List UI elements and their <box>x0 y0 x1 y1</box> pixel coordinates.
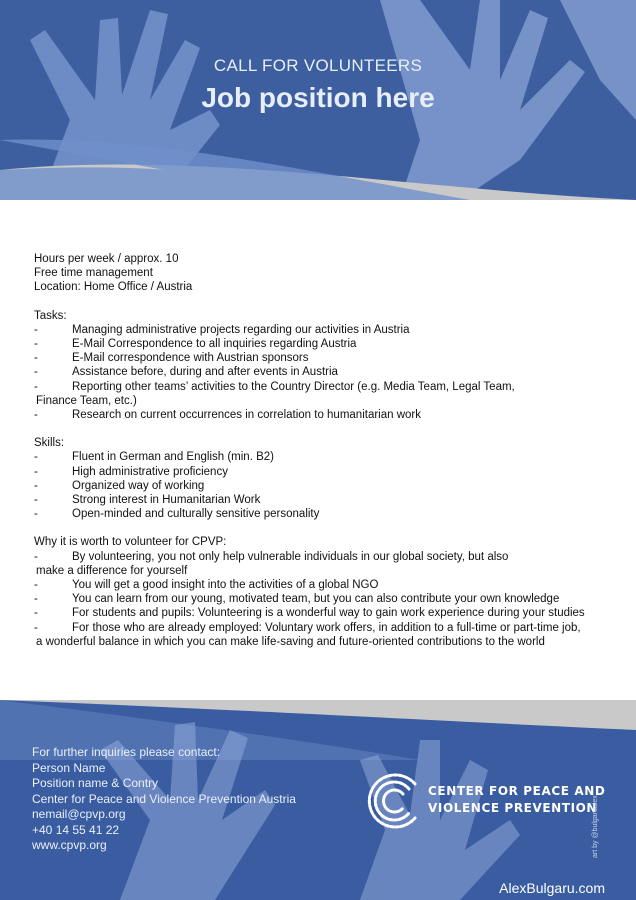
bullet: - <box>34 366 38 379</box>
list-item-text: Open-minded and culturally sensitive personality <box>72 508 320 521</box>
bullet: - <box>34 352 38 365</box>
list-item-text: E-Mail correspondence with Austrian sponsors <box>72 352 309 365</box>
bullet: - <box>34 607 38 620</box>
list-item <box>34 592 614 606</box>
list-item-continuation: make a difference for yourself <box>36 564 188 577</box>
contact-heading: For further inquiries please contact: <box>32 745 221 759</box>
bullet: - <box>34 465 38 478</box>
logo-line-1: CENTER FOR PEACE AND <box>428 784 606 798</box>
skills-heading: Skills: <box>34 437 65 450</box>
list-item <box>34 351 614 365</box>
list-item-text: Research on current occurrences in correlation to humanitarian work <box>72 409 421 422</box>
list-item <box>34 606 614 620</box>
list-item <box>34 365 614 379</box>
list-item-continuation: Finance Team, etc.) <box>36 394 137 407</box>
list-item-text: By volunteering, you not only help vulnerable individuals in our global society, but also <box>72 550 509 563</box>
bullet: - <box>34 380 38 393</box>
list-item <box>34 408 614 422</box>
list-item <box>34 465 614 479</box>
bullet: - <box>34 550 38 563</box>
bullet: - <box>34 451 38 464</box>
list-item-text: You will get a good insight into the activities of a global NGO <box>72 579 379 592</box>
list-item <box>34 550 614 564</box>
contact-phone[interactable]: +40 14 55 41 22 <box>32 822 120 837</box>
logo-text <box>428 783 605 817</box>
cpvp-logo-icon <box>363 770 423 832</box>
tasks-section <box>34 309 614 423</box>
list-item-text: Assistance before, during and after events in Austria <box>72 366 338 379</box>
list-item <box>34 337 614 351</box>
logo-line-2: VIOLENCE PREVENTION <box>428 801 598 815</box>
list-item-text: For students and pupils: Volunteering is a wonderful way to gain work experience during your studies <box>72 607 585 620</box>
list-item-text: Organized way of working <box>72 479 205 492</box>
list-item <box>34 479 614 493</box>
bullet: - <box>34 323 38 336</box>
list-item-continuation: a wonderful balance in which you can make life-saving and future-oriented contributions to the world <box>36 635 545 648</box>
list-item <box>34 323 614 337</box>
list-item <box>34 450 614 464</box>
job-title: Job position here <box>201 82 435 113</box>
bullet: - <box>34 579 38 592</box>
main-content <box>34 252 614 663</box>
bullet: - <box>34 409 38 422</box>
intro-hours: Hours per week / approx. 10 <box>34 253 179 265</box>
list-item <box>34 380 614 394</box>
contact-website[interactable]: www.cpvp.org <box>32 838 107 852</box>
bullet: - <box>34 508 38 521</box>
list-item-text: Strong interest in Humanitarian Work <box>72 494 261 507</box>
header-banner <box>0 0 636 200</box>
contact-email[interactable]: nemail@cpvp.org <box>32 807 126 821</box>
contact-person: Person Name <box>32 760 106 775</box>
intro-location: Location: Home Office / Austria <box>34 281 193 294</box>
list-item-text: High administrative proficiency <box>72 465 228 478</box>
intro-block <box>34 252 614 295</box>
bullet: - <box>34 338 38 351</box>
list-item <box>34 578 614 592</box>
list-item-text: Fluent in German and English (min. B2) <box>72 451 274 464</box>
bullet: - <box>34 593 38 606</box>
why-section <box>34 535 614 649</box>
contact-organization: Center for Peace and Violence Prevention Austria <box>32 791 296 806</box>
site-link[interactable]: AlexBulgaru.com <box>499 880 605 896</box>
bullet: - <box>34 479 38 492</box>
artist-credit: art by @bulgarualex <box>592 795 599 858</box>
list-item-text: E-Mail Correspondence to all inquiries regarding Austria <box>72 338 357 351</box>
list-item-text: Reporting other teams’ activities to the Country Director (e.g. Media Team, Legal Team, <box>72 380 515 393</box>
skills-section <box>34 436 614 521</box>
tasks-heading: Tasks: <box>34 309 67 322</box>
list-item <box>34 507 614 521</box>
list-item-text: You can learn from our young, motivated team, but you can also contribute your own knowledge <box>72 593 560 606</box>
contact-block <box>32 745 296 854</box>
list-item-text: Managing administrative projects regarding our activities in Austria <box>72 323 410 336</box>
list-item-text: For those who are already employed: Voluntary work offers, in addition to a full-time or part-time job, <box>72 621 581 634</box>
header-kicker: CALL FOR VOLUNTEERS <box>213 56 423 75</box>
why-heading: Why it is worth to volunteer for CPVP: <box>34 536 227 549</box>
intro-time: Free time management <box>34 267 153 280</box>
contact-position: Position name & Contry <box>32 776 159 790</box>
bullet: - <box>34 621 38 634</box>
list-item <box>34 621 614 635</box>
list-item <box>34 493 614 507</box>
bullet: - <box>34 494 38 507</box>
